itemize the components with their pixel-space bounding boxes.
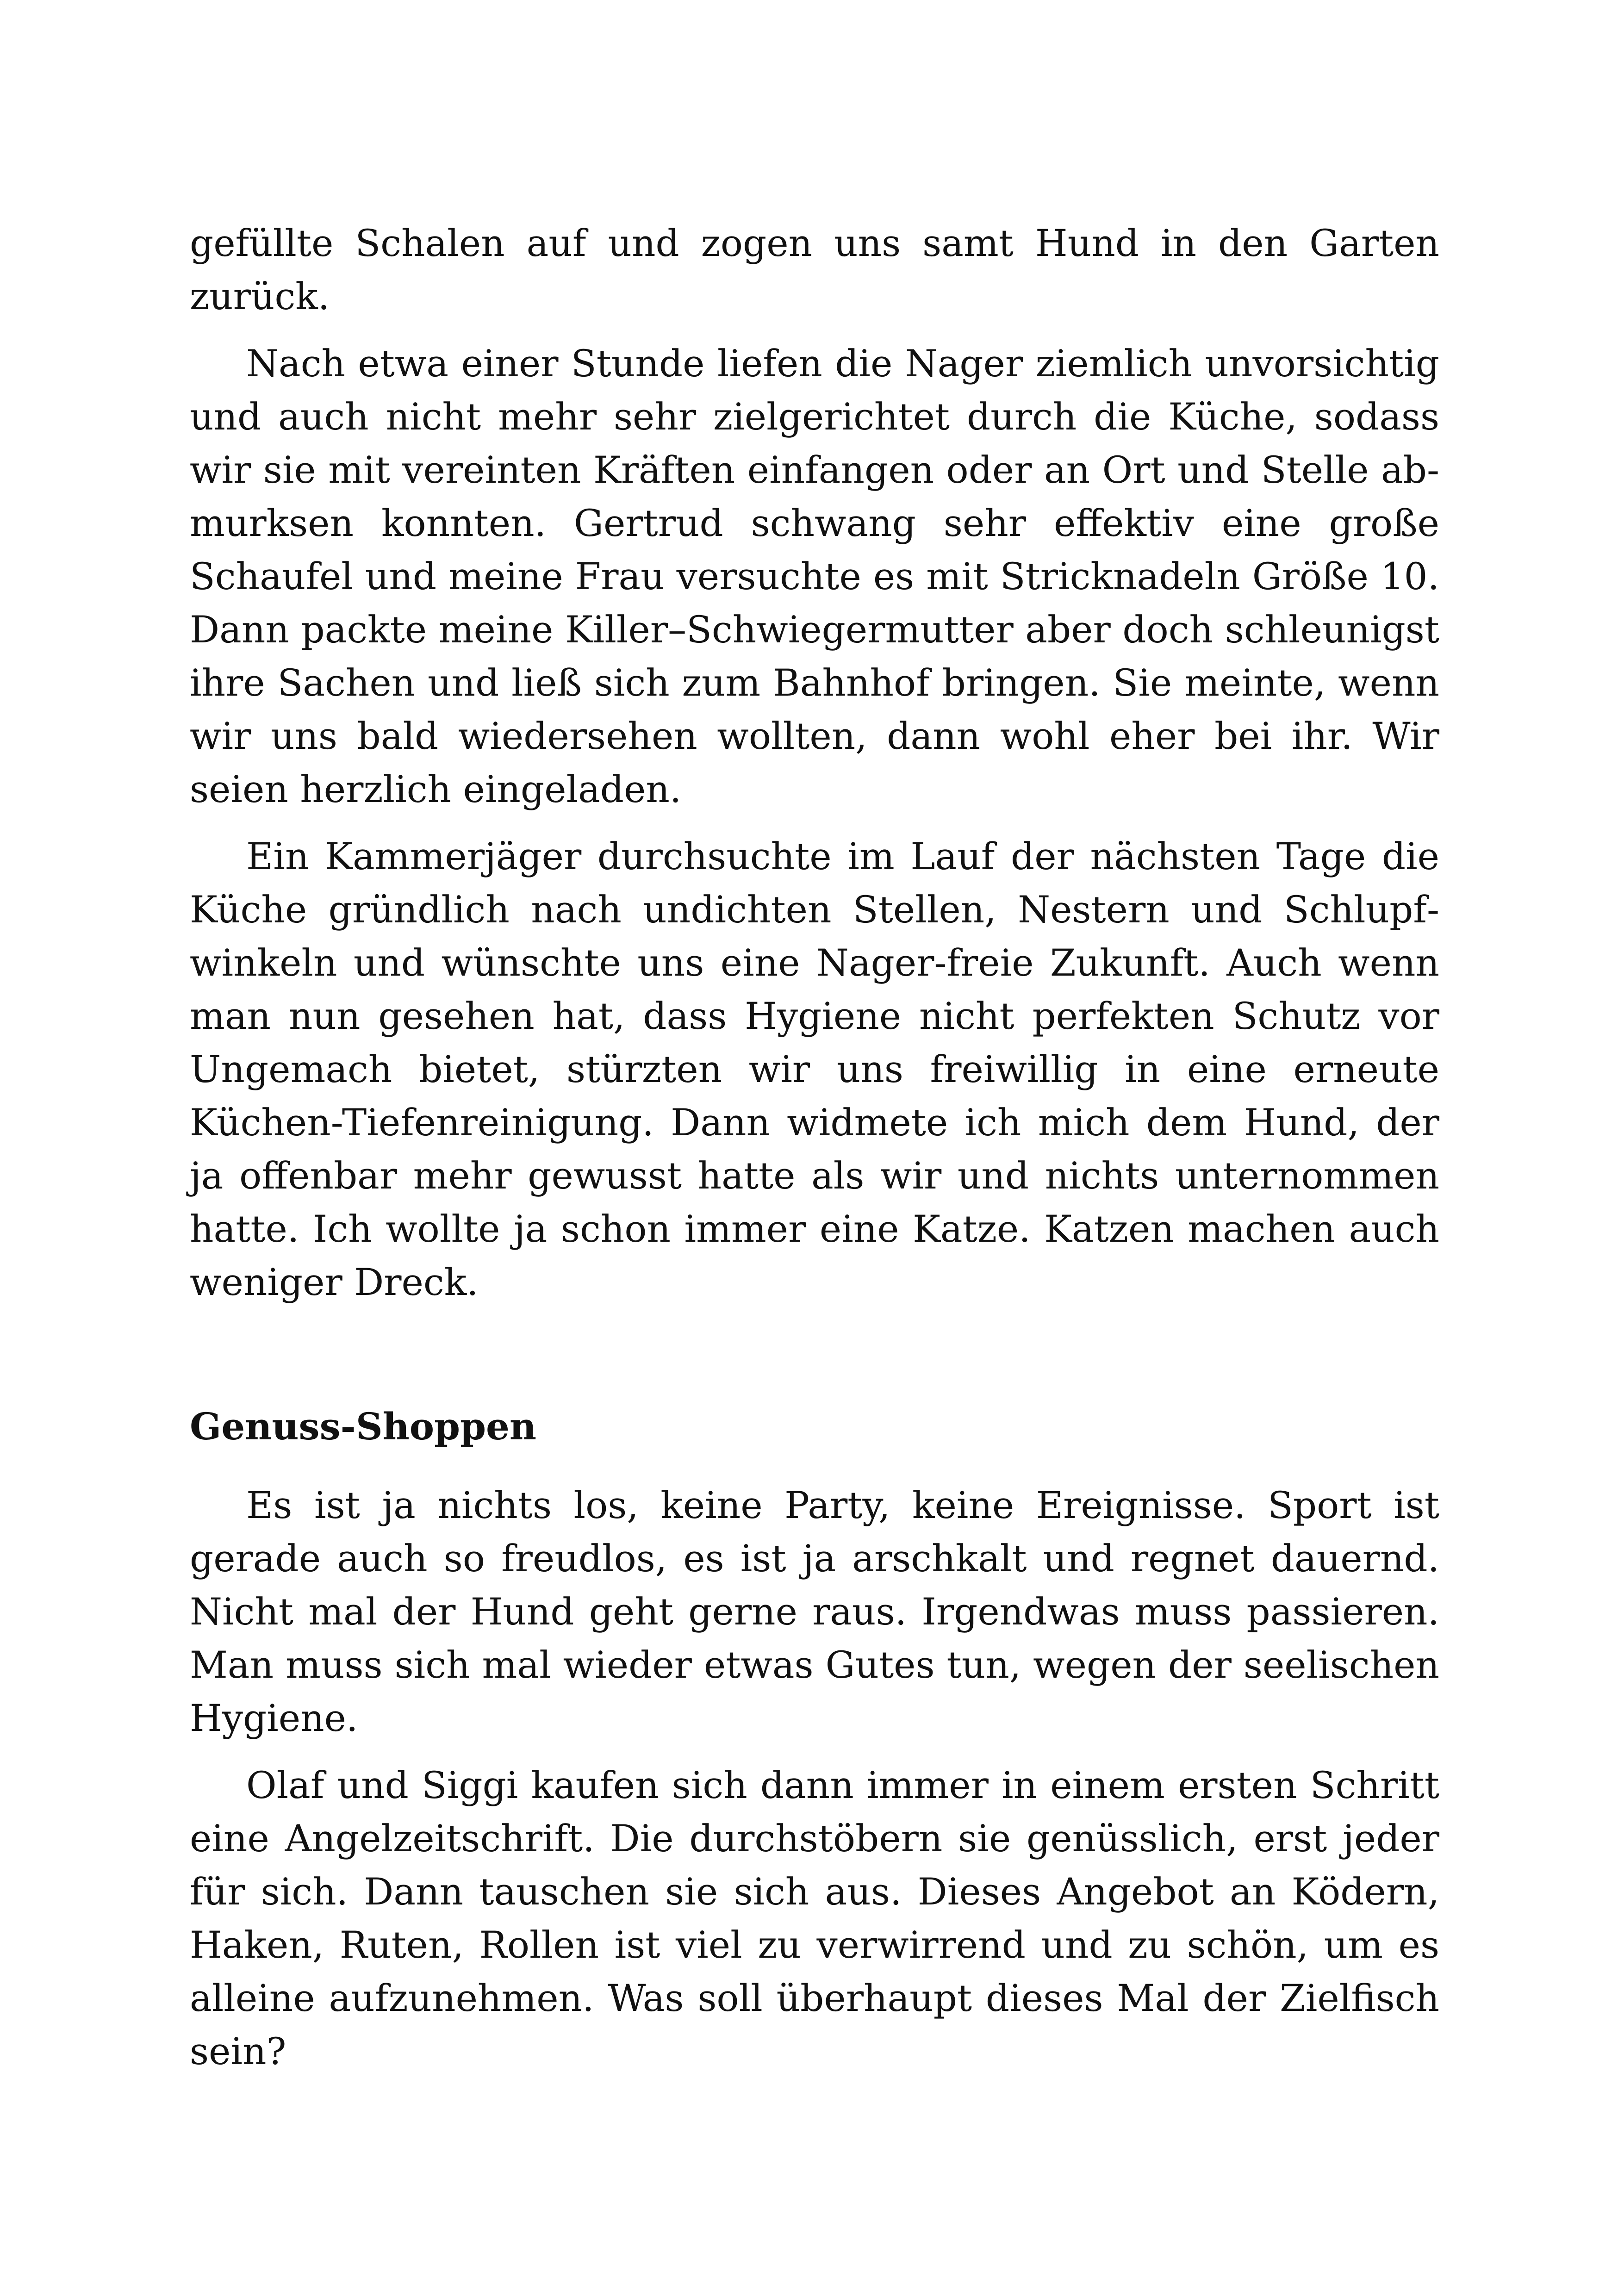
section-1-body <box>190 217 1439 1309</box>
paragraph: Nach etwa einer Stunde liefen die Nager ziemlich unvorsichtig und auch nicht mehr sehr zielgerichtet durch die Küche, sodass wir sie mit vereinten Kräften einfangen oder an Ort und Stelle abmurksen konnten. Gertrud schwang sehr effektiv eine große Schaufel und meine Frau versuchte es mit Stricknadeln Größe 10. Dann packte meine Killer–Schwiegermutter aber doch schleunigst ihre Sachen und ließ sich zum Bahnhof bringen. Sie meinte, wenn wir uns bald wiedersehen wollten, dann wohl eher bei ihr. Wir seien herzlich eingeladen. <box>190 342 1439 811</box>
paragraph: Olaf und Siggi kaufen sich dann immer in einem ersten Schritt eine Angelzeitschrift. Die durchstöbern sie genüsslich, erst jeder für sich. Dann tauschen sie sich aus. Dieses Angebot an Ködern, Haken, Ruten, Rollen ist viel zu verwirrend und zu schön, um es alleine aufzunehmen. Was soll überhaupt dieses Mal der Zielfisch sein? <box>190 1764 1439 2073</box>
paragraph: gefüllte Schalen auf und zogen uns samt Hund in den Garten zurück. <box>190 222 1439 318</box>
paragraph: Ein Kammerjäger durchsuchte im Lauf der nächsten Tage die Küche gründlich nach undichten Stellen, Nestern und Schlupfwinkeln und wünschte uns eine Nager-freie Zukunft. Auch wenn man nun gesehen hat, dass Hygiene nicht perfekten Schutz vor Ungemach bietet, stürzten wir uns freiwillig in eine erneute Küchen-Tiefenreinigung. Dann widmete ich mich dem Hund, der ja offenbar mehr gewusst hatte als wir und nichts unternommen hatte. Ich wollte ja schon immer eine Katze. Katzen machen auch weniger Dreck. <box>190 835 1439 1304</box>
paragraph: Es ist ja nichts los, keine Party, keine Ereignisse. Sport ist gerade auch so freudlos, es ist ja arschkalt und regnet dauernd. Nicht mal der Hund geht gerne raus. Irgendwas muss passieren. Man muss sich mal wieder etwas Gutes tun, wegen der seelischen Hygiene. <box>190 1484 1439 1740</box>
section-heading: Genuss-Shoppen <box>190 1405 537 1448</box>
section-2-body <box>190 1479 1439 2078</box>
